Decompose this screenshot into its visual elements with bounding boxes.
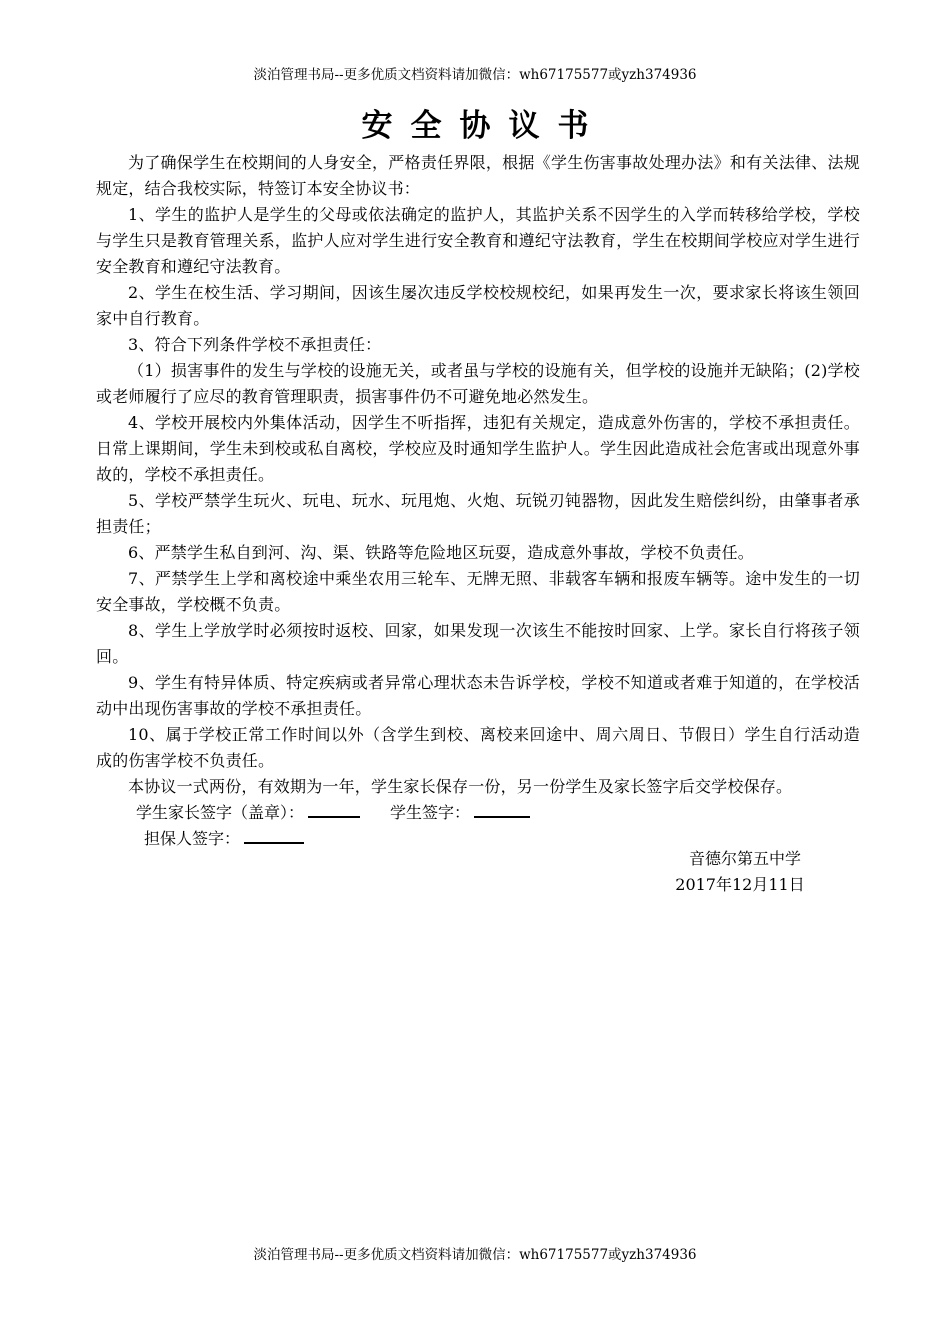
paragraph-clause-5: 5、学校严禁学生玩火、玩电、玩水、玩甩炮、火炮、玩锐刃钝器物，因此发生赔偿纠纷，由肇事者承担责任； <box>96 491 860 536</box>
issuer-name: 音德尔第五中学 <box>688 849 801 868</box>
guarantor-signature-line <box>244 826 304 844</box>
signoff-block <box>620 846 860 898</box>
parent-signature-label: 学生家长签字（盖章）： <box>136 803 305 822</box>
paragraph-intro: 为了确保学生在校期间的人身安全，严格责任界限，根据《学生伤害事故处理办法》和有关法律、法规规定，结合我校实际，特签订本安全协议书： <box>96 153 860 198</box>
signature-row <box>96 800 860 826</box>
paragraph-clause-9: 9、学生有特异体质、特定疾病或者异常心理状态未告诉学校，学校不知道或者难于知道的，在学校活动中出现伤害事故的学校不承担责任。 <box>96 673 860 718</box>
guarantor-signature-label: 担保人签字： <box>144 829 241 848</box>
document-body <box>96 150 860 852</box>
paragraph-validity: 本协议一式两份，有效期为一年，学生家长保存一份，另一份学生及家长签字后交学校保存。 <box>128 777 793 796</box>
student-signature-line <box>474 800 530 818</box>
paragraph-clause-4: 4、学校开展校内外集体活动，因学生不听指挥，违犯有关规定，造成意外伤害的，学校不承担责任。日常上课期间，学生未到校或私自离校，学校应及时通知学生监护人。学生因此造成社会危害或出现意外事故的，学校不承担责任。 <box>96 413 860 484</box>
paragraph-clause-1: 1、学生的监护人是学生的父母或依法确定的监护人，其监护关系不因学生的入学而转移给学校，学校与学生只是教育管理关系，监护人应对学生进行安全教育和遵纪守法教育，学生在校期间学校应对学生进行安全教育和遵纪守法教育。 <box>96 205 860 276</box>
paragraph-clause-3: 3、符合下列条件学校不承担责任： <box>128 335 382 354</box>
running-header: 淡泊管理书局--更多优质文档资料请加微信：wh67175577或yzh374936 <box>253 67 697 83</box>
running-footer: 淡泊管理书局--更多优质文档资料请加微信：wh67175577或yzh374936 <box>253 1247 697 1263</box>
student-signature-label: 学生签字： <box>390 803 471 822</box>
paragraph-clause-3-items: （1）损害事件的发生与学校的设施无关，或者虽与学校的设施有关，但学校的设施并无缺陷；(2)学校或老师履行了应尽的教育管理职责，损害事件仍不可避免地必然发生。 <box>96 361 860 406</box>
paragraph-clause-8: 8、学生上学放学时必须按时返校、回家，如果发现一次该生不能按时回家、上学。家长自行将孩子领回。 <box>96 621 860 666</box>
issue-date: 2017年12月11日 <box>675 875 805 894</box>
parent-signature-line <box>308 800 360 818</box>
paragraph-clause-2: 2、学生在校生活、学习期间，因该生屡次违反学校校规校纪，如果再发生一次，要求家长将该生领回家中自行教育。 <box>96 283 860 328</box>
paragraph-clause-7: 7、严禁学生上学和离校途中乘坐农用三轮车、无牌无照、非载客车辆和报废车辆等。途中发生的一切安全事故，学校概不负责。 <box>96 569 860 614</box>
document-title: 安全协议书 <box>361 108 607 144</box>
paragraph-clause-10: 10、属于学校正常工作时间以外（含学生到校、离校来回途中、周六周日、节假日）学生自行活动造成的伤害学校不负责任。 <box>96 725 860 770</box>
paragraph-clause-6: 6、严禁学生私自到河、沟、渠、铁路等危险地区玩耍，造成意外事故，学校不负责任。 <box>128 543 754 562</box>
